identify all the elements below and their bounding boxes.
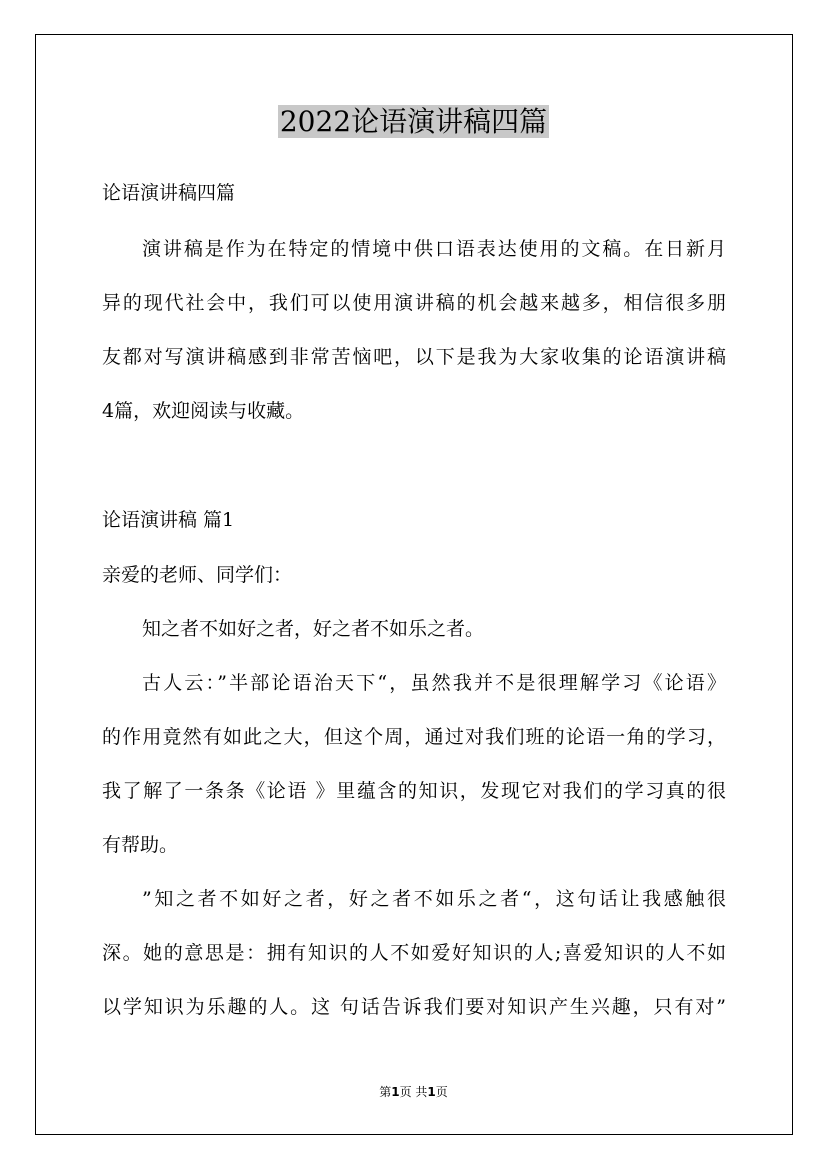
intro-line-1: 演讲稿是作为在特定的情境中供口语表达使用的文稿。在日新月 <box>142 238 726 260</box>
intro-line-3: 友都对写演讲稿感到非常苦恼吧，以下是我为大家收集的论语演讲稿 <box>102 346 726 368</box>
document-heading: 论语演讲稿四篇 <box>102 182 236 204</box>
para1-line-2: 的作用竟然有如此之大，但这个周，通过对我们班的论语一角的学习， <box>102 726 726 748</box>
page-footer <box>0 1084 827 1100</box>
para1-line-4: 有帮助。 <box>102 834 179 856</box>
para2-line-2: 深。她的意思是：拥有知识的人不如爱好知识的人;喜爱知识的人不如 <box>102 942 726 964</box>
para1-line-3: 我了解了一条条《论语 》里蕴含的知识，发现它对我们的学习真的很 <box>102 780 726 802</box>
document-title-text: 2022论语演讲稿四篇 <box>279 105 548 138</box>
intro-line-2: 异的现代社会中，我们可以使用演讲稿的机会越来越多，相信很多朋 <box>102 292 726 314</box>
document-title <box>0 100 827 144</box>
footer-total-pages: 1 <box>427 1085 436 1099</box>
footer-page-number: 1 <box>391 1085 400 1099</box>
salutation: 亲爱的老师、同学们： <box>102 564 293 586</box>
footer-middle: 页 共 <box>399 1085 428 1099</box>
para2-line-1: ”知之者不如好之者，好之者不如乐之者“，这句话让我感触很 <box>142 888 726 910</box>
footer-suffix: 页 <box>435 1085 448 1099</box>
para2-line-3: 以学知识为乐趣的人。这 句话告诉我们要对知识产生兴趣，只有对” <box>102 996 726 1018</box>
quote-line: 知之者不如好之者，好之者不如乐之者。 <box>142 618 485 640</box>
para1-line-1: 古人云：”半部论语治天下“，虽然我并不是很理解学习《论语》 <box>142 672 726 694</box>
footer-prefix: 第 <box>379 1085 392 1099</box>
section-heading: 论语演讲稿 篇1 <box>102 509 235 531</box>
intro-line-4: 4篇，欢迎阅读与收藏。 <box>102 400 305 422</box>
